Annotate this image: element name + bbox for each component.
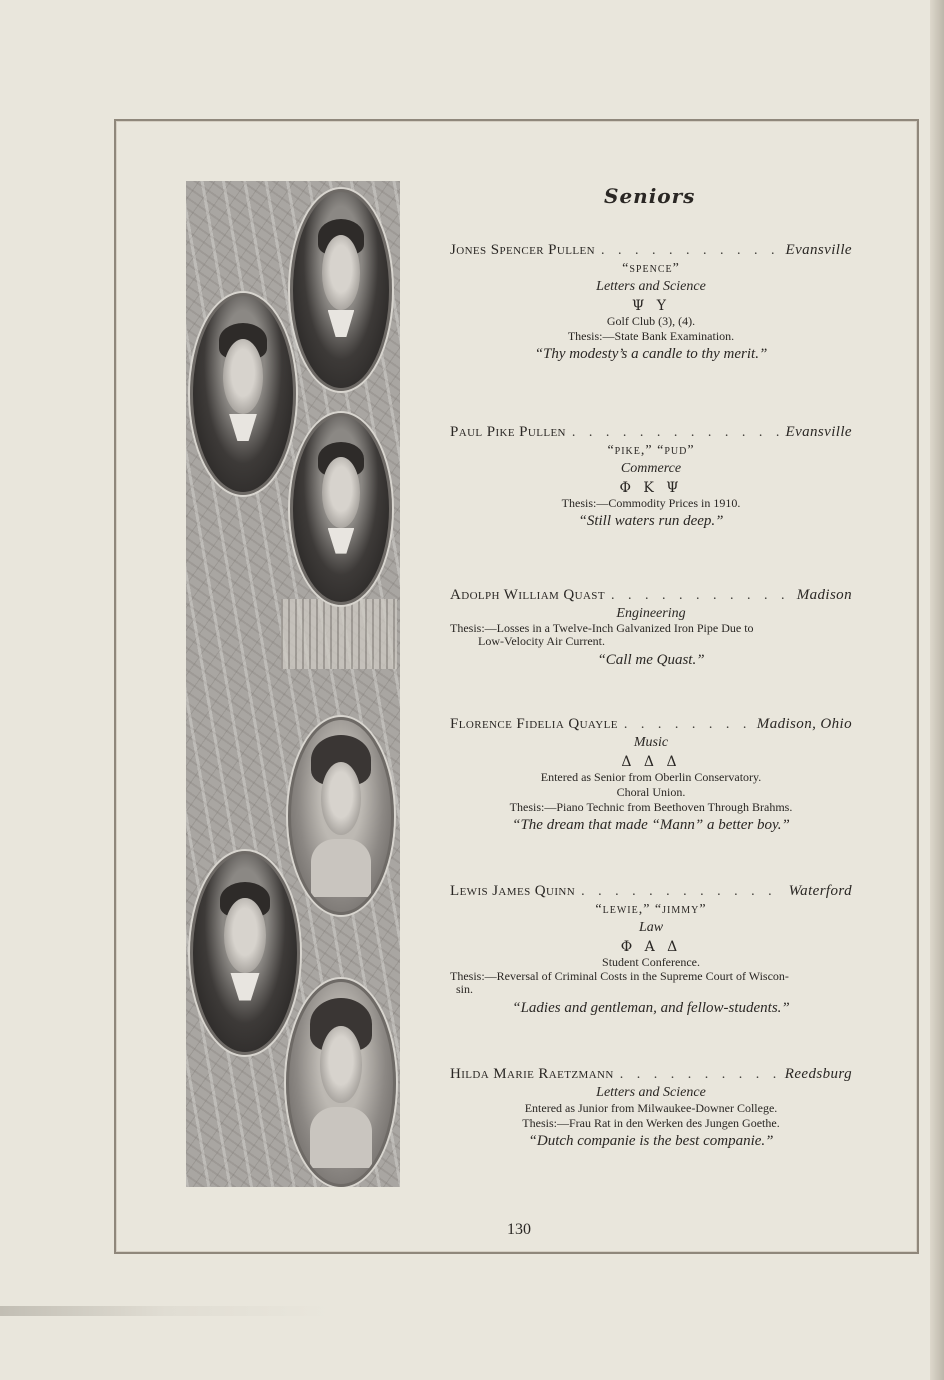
senior-entry bbox=[450, 716, 852, 834]
leader-dots bbox=[624, 717, 751, 733]
entry-name-line bbox=[450, 587, 852, 604]
hometown: Waterford bbox=[788, 883, 852, 899]
department: Music bbox=[633, 735, 669, 750]
thesis bbox=[450, 970, 852, 996]
thesis-line: Thesis:—Losses in a Twelve-Inch Galvanized Iron Pipe Due to bbox=[450, 621, 754, 635]
department: Law bbox=[638, 920, 664, 935]
senior-name: Hilda Marie Raetzmann bbox=[450, 1066, 614, 1082]
thesis: Thesis:—Frau Rat in den Werken des Jungen Goethe. bbox=[522, 1116, 780, 1130]
page-edge bbox=[930, 0, 944, 1380]
quote: “Ladies and gentleman, and fellow-students.” bbox=[512, 1000, 790, 1016]
portrait-hilda-marie-raetzmann bbox=[286, 979, 396, 1187]
senior-entry bbox=[450, 242, 852, 363]
activity: Student Conference. bbox=[602, 955, 700, 969]
department: Engineering bbox=[616, 606, 686, 621]
leader-dots bbox=[572, 425, 780, 441]
entry-name-line bbox=[450, 1066, 852, 1083]
senior-name: Florence Fidelia Quayle bbox=[450, 716, 618, 732]
thesis-line: sin. bbox=[456, 982, 474, 996]
department: Letters and Science bbox=[596, 279, 706, 294]
senior-name: Adolph William Quast bbox=[450, 587, 605, 603]
portrait-lewis-james-quinn bbox=[190, 851, 300, 1055]
hometown: Evansville bbox=[785, 242, 852, 258]
thesis-line: Low-Velocity Air Current. bbox=[478, 634, 605, 648]
fraternity-letters: Δ Δ Δ bbox=[621, 754, 681, 770]
fraternity-letters: Φ Α Δ bbox=[620, 939, 682, 955]
thesis: Thesis:—State Bank Examination. bbox=[567, 329, 735, 343]
hometown: Madison bbox=[796, 587, 852, 603]
portrait-jones-spencer-pullen bbox=[290, 189, 392, 391]
leader-dots bbox=[611, 588, 791, 604]
senior-name: Paul Pike Pullen bbox=[450, 424, 566, 440]
senior-entry bbox=[450, 1066, 852, 1150]
page-number: 130 bbox=[507, 1221, 531, 1238]
page-smudge bbox=[0, 1306, 330, 1316]
fraternity-letters: Ψ Υ bbox=[632, 298, 670, 314]
quote: “Still waters run deep.” bbox=[578, 513, 724, 529]
quote: “Call me Quast.” bbox=[597, 652, 705, 668]
entry-name-line bbox=[450, 716, 852, 733]
entry-name-line bbox=[450, 424, 852, 441]
entry-name-line bbox=[450, 883, 852, 900]
senior-name: Jones Spencer Pullen bbox=[450, 242, 595, 258]
senior-name: Lewis James Quinn bbox=[450, 883, 576, 899]
nickname: “lewie,” “jimmy” bbox=[595, 902, 707, 917]
thesis: Thesis:—Commodity Prices in 1910. bbox=[561, 496, 741, 510]
thesis bbox=[450, 622, 852, 648]
nickname: “spence” bbox=[622, 261, 680, 276]
thesis: Thesis:—Piano Technic from Beethoven Through Brahms. bbox=[509, 800, 793, 814]
quote: “Thy modesty’s a candle to thy merit.” bbox=[534, 346, 768, 362]
hometown: Evansville bbox=[785, 424, 852, 440]
senior-entry bbox=[450, 883, 852, 1017]
hometown: Reedsburg bbox=[784, 1066, 852, 1082]
nickname: “pike,” “pud” bbox=[607, 443, 695, 458]
portrait-strip bbox=[186, 181, 400, 1187]
quote: “The dream that made “Mann” a better boy.” bbox=[512, 817, 790, 833]
fraternity-letters: Φ Κ Ψ bbox=[619, 480, 683, 496]
leader-dots bbox=[581, 884, 783, 900]
campus-building-illustration bbox=[281, 599, 397, 669]
entry-name-line bbox=[450, 242, 852, 259]
portrait-paul-pike-pullen bbox=[190, 293, 296, 495]
leader-dots bbox=[620, 1067, 779, 1083]
quote: “Dutch companie is the best companie.” bbox=[528, 1133, 774, 1149]
page-heading: Seniors bbox=[604, 184, 696, 208]
activity: Entered as Senior from Oberlin Conservatory. bbox=[540, 770, 762, 784]
department: Commerce bbox=[620, 461, 682, 476]
portrait-adolph-william-quast bbox=[290, 413, 392, 605]
leader-dots bbox=[601, 243, 780, 259]
portrait-florence-fidelia-quayle bbox=[288, 717, 394, 915]
department: Letters and Science bbox=[596, 1085, 706, 1100]
senior-entry bbox=[450, 424, 852, 530]
activity: Choral Union. bbox=[616, 785, 686, 799]
activity: Entered as Junior from Milwaukee-Downer College. bbox=[524, 1101, 778, 1115]
senior-entry bbox=[450, 587, 852, 669]
thesis-line: Thesis:—Reversal of Criminal Costs in the Supreme Court of Wiscon- bbox=[450, 969, 789, 983]
activity: Golf Club (3), (4). bbox=[606, 314, 696, 328]
hometown: Madison, Ohio bbox=[756, 716, 852, 732]
